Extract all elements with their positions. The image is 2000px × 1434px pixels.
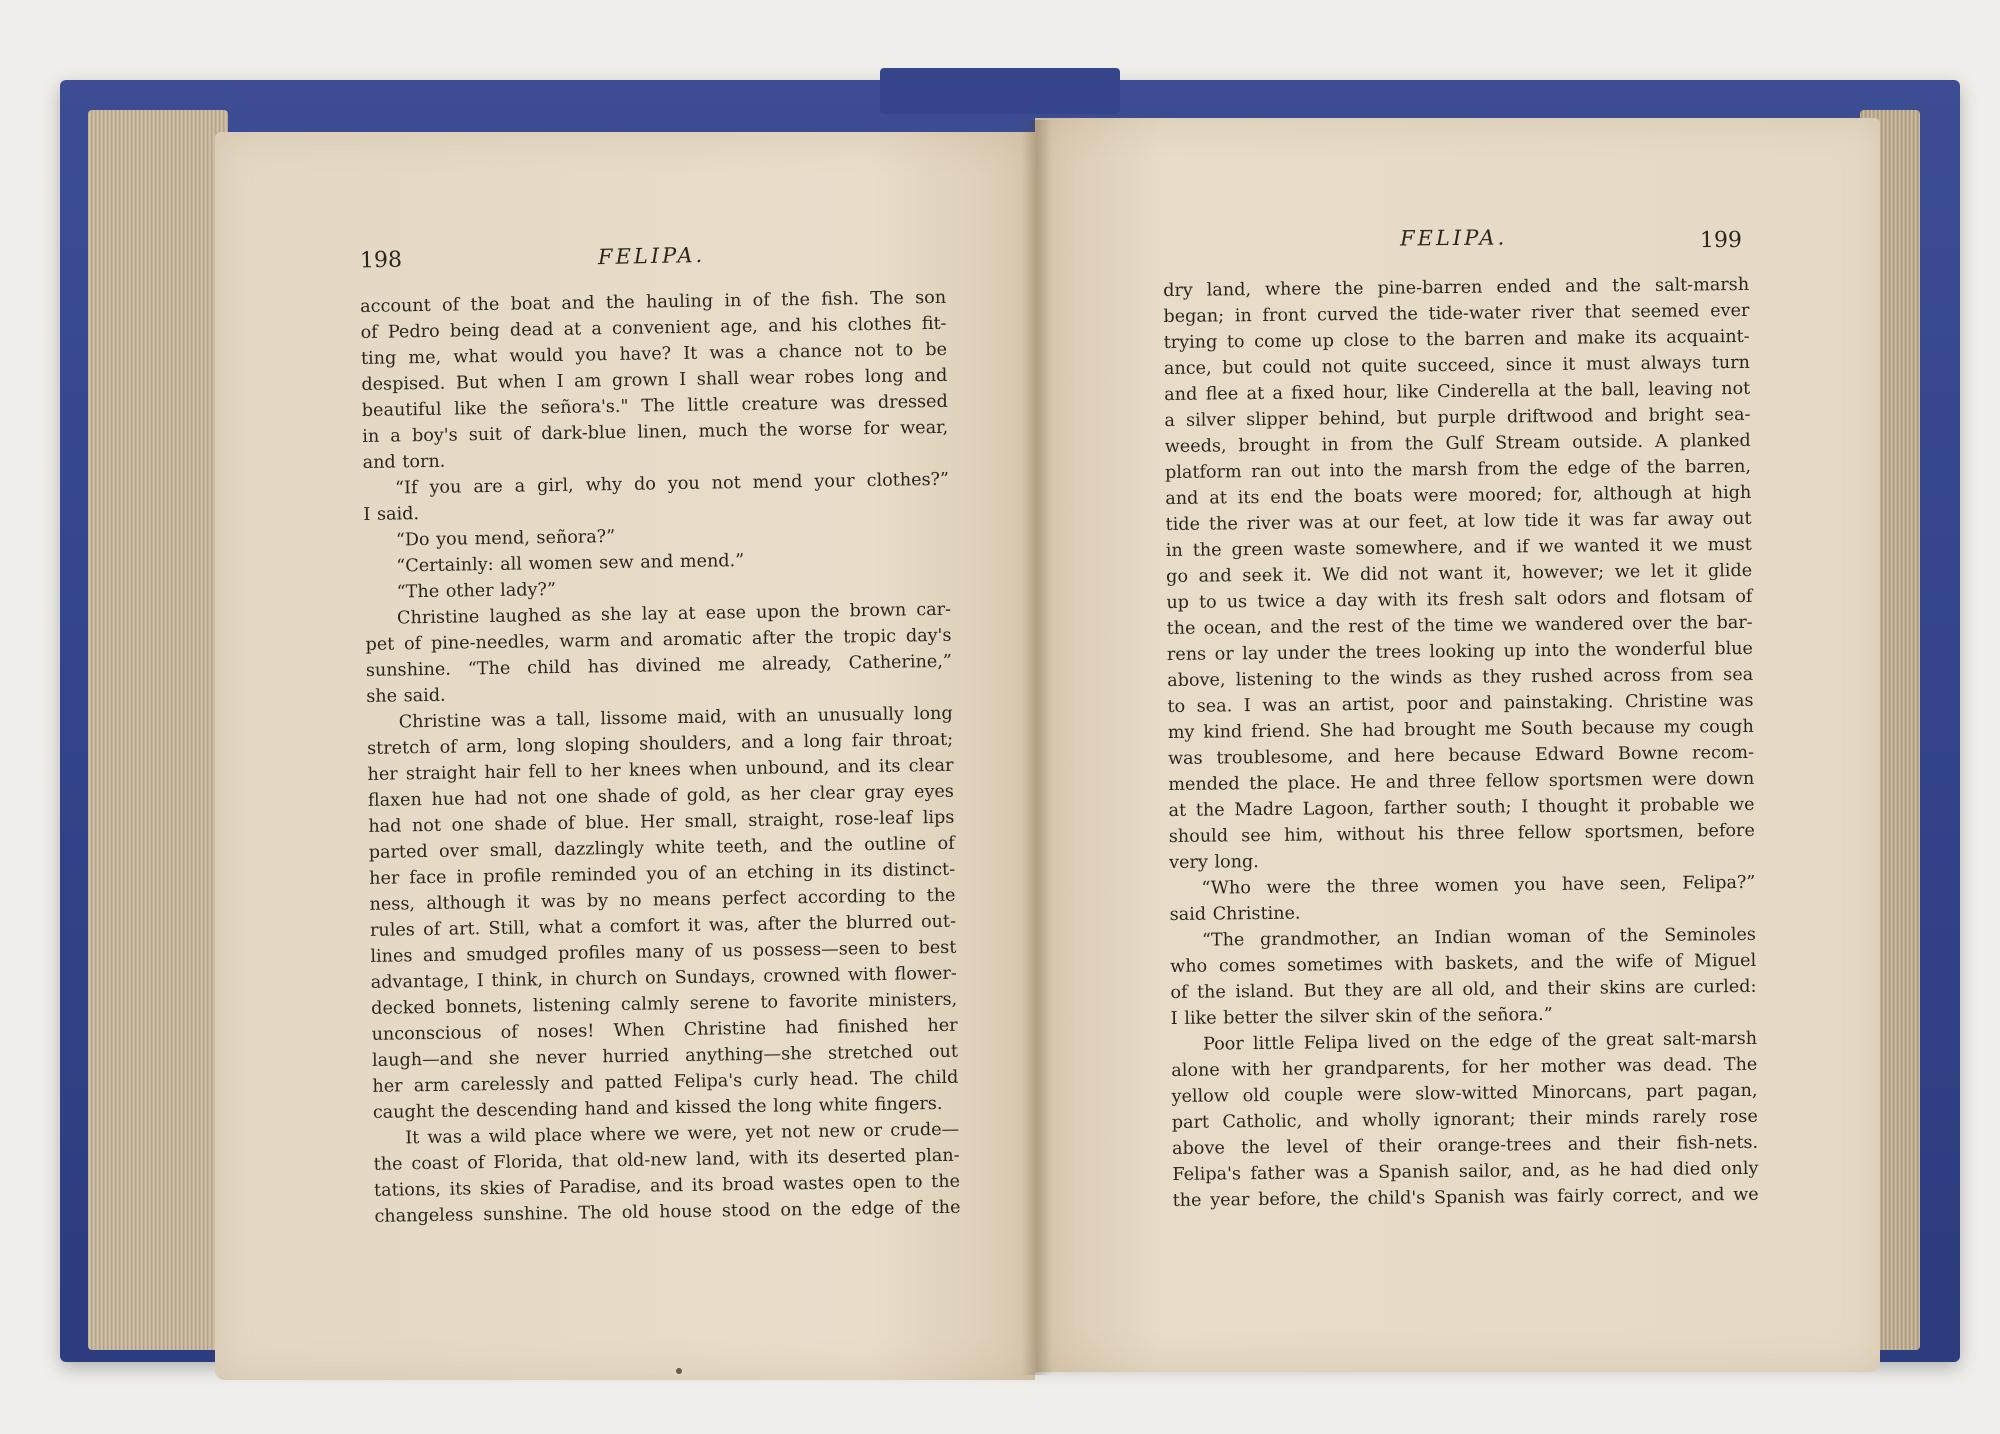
text-line: my kind friend. She had brought me South because my cough — [1167, 716, 1754, 743]
text-line: and torn. — [362, 451, 446, 473]
text-line: the coast of Florida, that old-new land, with its deserted plan- — [373, 1145, 960, 1175]
text-line: changeless sunshine. The old house stood on the edge of the — [374, 1197, 961, 1227]
text-line: trying to come up close to the barren and make its acquaint- — [1163, 326, 1750, 353]
text-line: parted over small, dazzlingly white teeth, and the outline of — [368, 833, 955, 863]
text-line: lines and smudged profiles many of us possess—seen to best — [370, 937, 957, 967]
left-page-number: 198 — [359, 247, 403, 274]
text-line: her face in profile reminded you of an etching in its distinct- — [369, 859, 956, 889]
text-line: the ocean, and the rest of the time we wandered over the bar- — [1166, 612, 1753, 639]
text-line: decked bonnets, listening calmly serene to favorite ministers, — [371, 989, 958, 1019]
text-line: her straight hair fell to her knees when unbound, and its clear — [367, 755, 954, 785]
text-line: a silver slipper behind, but purple driftwood and bright sea- — [1164, 404, 1751, 431]
left-page-text — [360, 285, 961, 1230]
text-line: in the green waste somewhere, and if we wanted it we must — [1165, 534, 1752, 561]
text-line: “If you are a girl, why do you not mend your clothes?” — [394, 469, 950, 499]
text-line: said Christine. — [1169, 903, 1301, 925]
text-line: above, listening to the winds as they rushed across from sea — [1167, 664, 1754, 691]
text-line: at the Madre Lagoon, farther south; I thought it probable we — [1168, 794, 1755, 821]
book-gutter — [1022, 120, 1052, 1375]
text-line: ance, but could not quite succeed, since it must always turn — [1163, 352, 1751, 379]
text-line: unconscious of noses! When Christine had finished her — [371, 1015, 958, 1045]
text-line: Felipa's father was a Spanish sailor, and, as he had died only — [1172, 1158, 1759, 1185]
text-line: was troublesome, and here because Edward Bowne recom- — [1167, 742, 1755, 769]
text-line: Christine laughed as she lay at ease upon the brown car- — [396, 599, 952, 629]
text-line: her arm carelessly and patted Felipa's curly head. The child — [372, 1067, 959, 1097]
text-line: “Who were the three women you have seen, Felipa?” — [1201, 872, 1756, 899]
text-line: of the island. But they are all old, and their skins are curled: — [1170, 976, 1757, 1003]
text-line: flaxen hue had not one shade of gold, as her clear gray eyes — [367, 781, 955, 811]
spine-cloth — [880, 68, 1120, 114]
text-line: account of the boat and the hauling in of the fish. The son — [360, 287, 947, 317]
text-line: go and seek it. We did not want it, however; we let it glide — [1166, 560, 1753, 587]
text-line: platform ran out into the marsh from the edge of the barren, — [1164, 456, 1752, 483]
text-line: “Certainly: all women sew and mend.” — [396, 550, 745, 577]
text-line: part Catholic, and wholly ignorant; their minds rarely rose — [1171, 1106, 1758, 1133]
text-line: rules of art. Still, what a comfort it was, after the blurred out- — [369, 911, 957, 941]
text-line: caught the descending hand and kissed the long white fingers. — [372, 1093, 943, 1123]
text-line: tations, its skies of Paradise, and its broad wastes open to the — [373, 1171, 961, 1201]
text-line: of Pedro being dead at a convenient age, and his clothes fit- — [360, 313, 947, 343]
text-line: “Do you mend, señora?” — [395, 527, 616, 551]
text-line: and at its end the boats were moored; for, although at high — [1165, 482, 1752, 509]
text-line: Poor little Felipa lived on the edge of the great salt-marsh — [1202, 1028, 1758, 1055]
text-line: stretch of arm, long sloping shoulders, and a long fair throat; — [366, 729, 954, 759]
text-line: above the level of their orange-trees and their fish-nets. — [1172, 1132, 1759, 1159]
text-line: should see him, without his three fellow sportsmen, before — [1168, 820, 1755, 847]
text-line: mended the place. He and three fellow sportsmen were down — [1168, 768, 1755, 795]
text-line: very long. — [1169, 852, 1259, 873]
text-line: “The grandmother, an Indian woman of the Seminoles — [1201, 924, 1757, 951]
text-line: I said. — [363, 504, 420, 525]
right-page-number: 199 — [1699, 227, 1743, 254]
text-line: weeds, brought in from the Gulf Stream outside. A planked — [1164, 430, 1751, 457]
text-line: “The other lady?” — [396, 579, 557, 603]
text-line: advantage, I think, in church on Sundays, crowned with flower- — [370, 963, 957, 993]
right-page-text — [1163, 272, 1759, 1214]
text-line: who comes sometimes with baskets, and the wife of Miguel — [1170, 950, 1757, 977]
left-page-edges — [88, 110, 228, 1350]
text-line: rens or lay under the trees looking up into the wonderful blue — [1166, 638, 1754, 665]
text-line: It was a wild place where we were, yet not new or crude— — [405, 1119, 960, 1149]
text-line: laugh—and she never hurried anything—she stretched out — [371, 1041, 959, 1071]
text-line: and flee at a fixed hour, like Cinderella at the ball, leaving not — [1164, 378, 1751, 405]
text-line: beautiful like the señora's." The little creature was dressed — [361, 391, 948, 421]
text-line: despised. But when I am grown I shall wear robes long and — [361, 365, 948, 395]
text-line: to sea. I was an artist, poor and painstaking. Christine was — [1167, 690, 1754, 717]
text-line: dry land, where the pine-barren ended and the salt-marsh — [1163, 274, 1750, 301]
text-line: I like better the silver skin of the señora.” — [1170, 1004, 1553, 1029]
text-line: in a boy's suit of dark-blue linen, much the worse for wear, — [362, 417, 949, 447]
text-line: alone with her grandparents, for her mother was dead. The — [1171, 1054, 1758, 1081]
text-line: ting me, what would you have? It was a chance not to be — [360, 339, 948, 369]
text-line: pet of pine-needles, warm and aromatic after the tropic day's — [365, 625, 952, 655]
page-speck — [676, 1368, 682, 1374]
right-running-title: FELIPA. — [1399, 225, 1508, 251]
text-line: Christine was a tall, lissome maid, with an unusually long — [398, 703, 953, 733]
text-line: began; in front curved the tide-water river that seemed ever — [1163, 300, 1750, 327]
text-line: yellow old couple were slow-witted Minorcans, part pagan, — [1171, 1080, 1758, 1107]
left-running-title: FELIPA. — [597, 242, 706, 270]
text-line: the year before, the child's Spanish was fairly correct, and we — [1172, 1184, 1759, 1211]
text-line: sunshine. “The child has divined me already, Catherine,” — [365, 651, 953, 681]
text-line: ness, although it was by no means perfect according to the — [369, 885, 956, 915]
text-line: up to us twice a day with its fresh salt odors and flotsam of — [1166, 586, 1753, 613]
text-line: she said. — [366, 685, 446, 707]
text-line: had not one shade of blue. Her small, straight, rose-leaf lips — [368, 807, 955, 837]
text-line: tide the river was at our feet, at low tide it was far away out — [1165, 508, 1752, 535]
